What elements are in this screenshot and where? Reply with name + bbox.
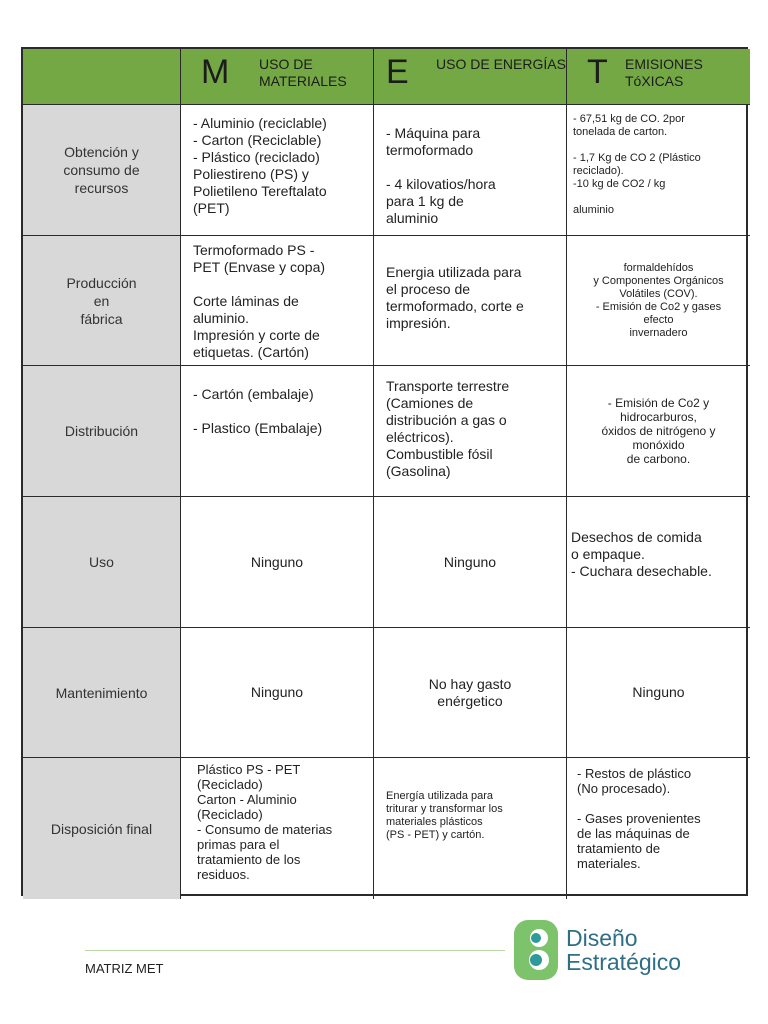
footer-title: MATRIZ MET	[85, 961, 164, 976]
header-m-letter: M	[201, 53, 230, 91]
logo-line-1: Diseño	[566, 925, 638, 951]
logo-text	[566, 926, 681, 974]
cell-mantenimiento-materiales: Ninguno	[181, 628, 374, 758]
cell-disposicion-energias: Energía utilizada para triturar y transformar los materiales plásticos (PS - PET) y cartón.	[374, 758, 567, 899]
header-t-letter: T	[587, 53, 608, 91]
header-empty-cell	[23, 49, 181, 105]
cell-uso-materiales: Ninguno	[181, 497, 374, 628]
cell-obtencion-toxicas: - 67,51 kg de CO. 2por tonelada de carton. - 1,7 Kg de CO 2 (Plástico reciclado). -10 kg de CO2 / kg aluminio	[567, 105, 750, 236]
met-matrix-table	[21, 47, 748, 896]
cell-distribucion-toxicas: - Emisión de Co2 y hidrocarburos, óxidos de nitrógeno y monóxido de carbono.	[567, 366, 750, 497]
header-energias	[374, 49, 567, 105]
cell-mantenimiento-toxicas: Ninguno	[567, 628, 750, 758]
row-label-uso: Uso	[23, 497, 181, 628]
cell-uso-toxicas: Desechos de comida o empaque. - Cuchara desechable.	[567, 497, 750, 628]
cell-uso-energias: Ninguno	[374, 497, 567, 628]
cell-distribucion-materiales: - Cartón (embalaje) - Plastico (Embalaje)	[181, 366, 374, 497]
header-toxicas	[567, 49, 750, 105]
header-e-letter: E	[386, 53, 409, 91]
header-e-title: USO DE ENERGÍAS	[436, 56, 566, 72]
cell-obtencion-materiales: - Aluminio (reciclable) - Carton (Reciclable) - Plástico (reciclado) Poliestireno (PS) y Polietileno Tereftalato (PET)	[181, 105, 374, 236]
cell-obtencion-energias: - Máquina para termoformado - 4 kilovatios/hora para 1 kg de aluminio	[374, 105, 567, 236]
row-label-distribucion: Distribución	[23, 366, 181, 497]
footer-divider	[85, 950, 505, 951]
row-label-obtencion: Obtención y consumo de recursos	[23, 105, 181, 236]
header-m-title: USO DE MATERIALES	[259, 56, 347, 89]
row-label-produccion: Producción en fábrica	[23, 236, 181, 366]
cell-disposicion-materiales: Plástico PS - PET (Reciclado) Carton - Aluminio (Reciclado) - Consumo de materias primas para el tratamiento de los residuos.	[181, 758, 374, 899]
cell-produccion-toxicas: formaldehídos y Componentes Orgánicos Volátiles (COV). - Emisión de Co2 y gases efecto invernadero	[567, 236, 750, 366]
logo-line-2: Estratégico	[566, 949, 682, 975]
row-label-disposicion: Disposición final	[23, 758, 181, 899]
header-t-title: EMISIONES TóXICAS	[625, 56, 703, 89]
cell-disposicion-toxicas: - Restos de plástico (No procesado). - Gases provenientes de las máquinas de tratamiento de materiales.	[577, 766, 701, 871]
header-materiales	[181, 49, 374, 105]
cell-mantenimiento-energias: No hay gasto enérgetico	[374, 628, 567, 758]
cell-distribucion-energias: Transporte terrestre (Camiones de distribución a gas o eléctricos). Combustible fósil (Gasolina)	[374, 366, 567, 497]
cell-produccion-materiales: Termoformado PS - PET (Envase y copa) Corte láminas de aluminio. Impresión y corte de etiquetas. (Cartón)	[181, 236, 374, 366]
row-label-mantenimiento: Mantenimiento	[23, 628, 181, 758]
cell-produccion-energias: Energia utilizada para el proceso de termoformado, corte e impresión.	[374, 236, 567, 366]
